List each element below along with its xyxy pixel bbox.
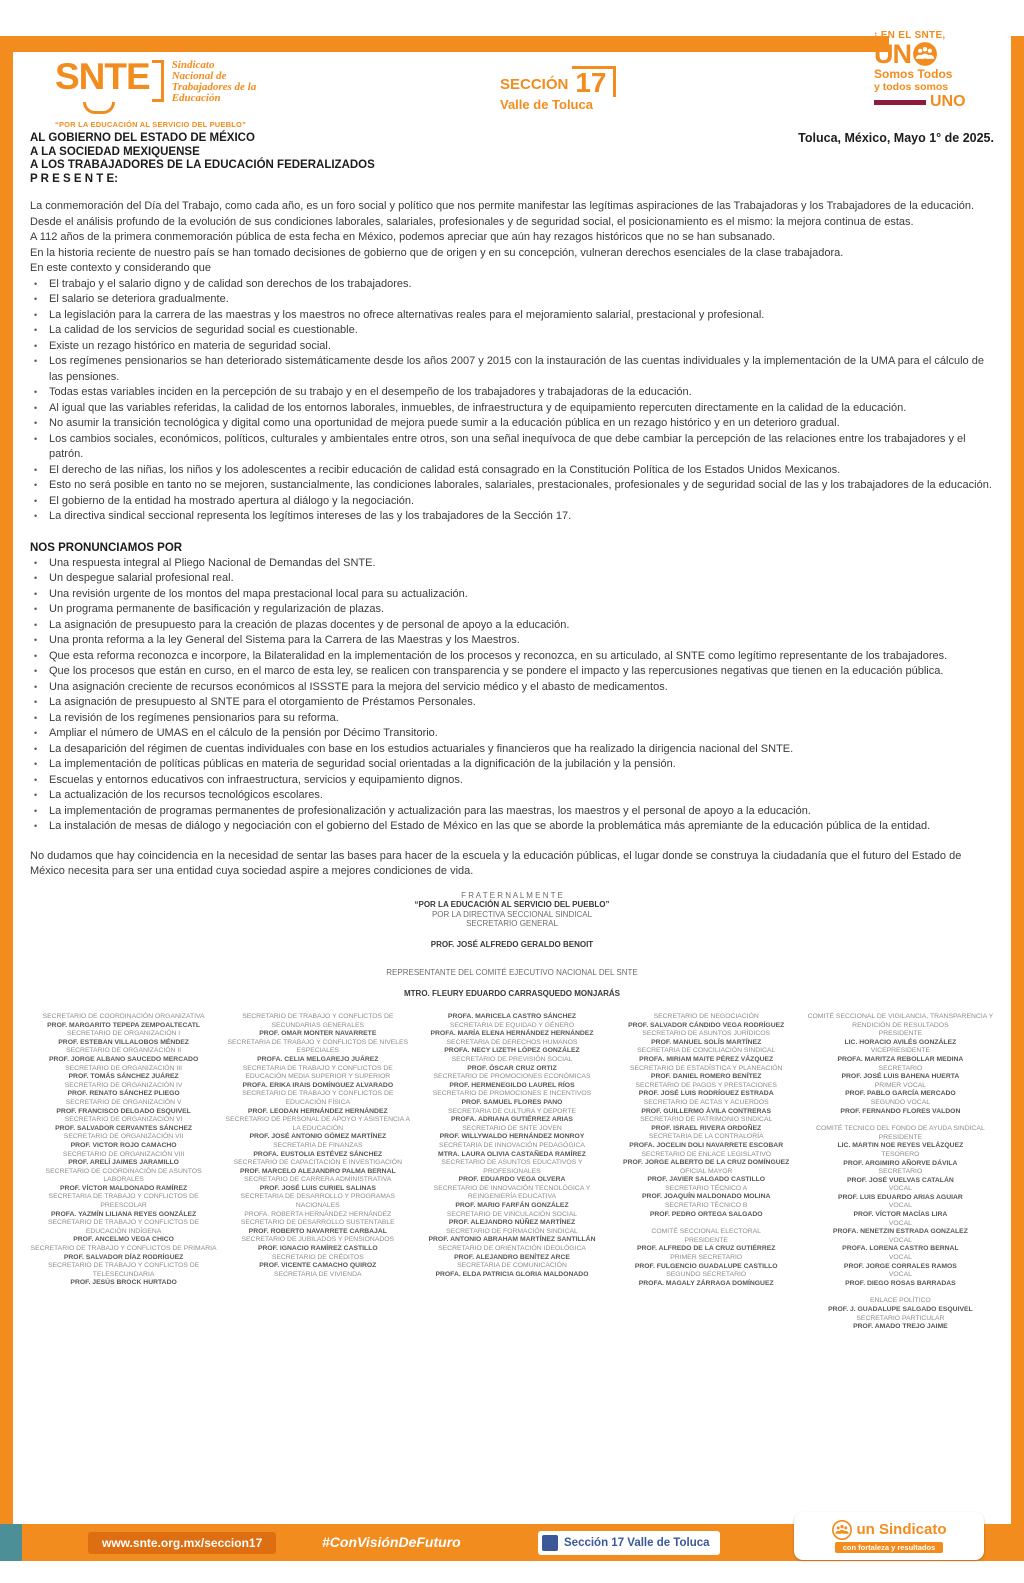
representative-name: MTRO. FLEURY EDUARDO CARRASQUEDO MONJARÁS (403, 988, 620, 998)
member-role: ENLACE POLÍTICO (869, 1297, 931, 1305)
left-border-bar (0, 36, 13, 1561)
uno-maroon-bar (874, 100, 926, 105)
secretary-general-name: PROF. JOSÉ ALFREDO GERALDO BENOIT (430, 939, 594, 949)
bullet-item: • Al igual que las variables referidas, la calidad de los entornos laborales, inmuebles, de infraestructura y de equipamiento repercuten directamente en la calidad de la educación. (30, 401, 994, 417)
member-name: PROF. JORGE CORRALES RAMOS (843, 1262, 957, 1270)
member-role: PROFA. ROBERTA HERNÁNDEZ HERNÁNDEZ (244, 1210, 392, 1218)
uno-tagline: ¡ EN EL SNTE, (874, 30, 946, 41)
bullet-item: • La calidad de los servicios de seguridad social es cuestionable. (30, 323, 994, 339)
bullet-item: • La asignación de presupuesto para la creación de plazas docentes y de personal de apoyo a la educación. (30, 618, 994, 634)
member-role: PRESIDENTE (878, 1030, 923, 1038)
uno-y-todos-somos: y todos somos (874, 81, 949, 93)
bullet-item: • No asumir la transición tecnológica y digital como una oportunidad de mejora puede sumir a la educación pública en un rezago histórico y en un deterioro gradual. (30, 416, 994, 432)
member-name: PROFA. JOCELIN DOLI NAVARRETE ESCOBAR (629, 1141, 784, 1149)
member-role: SECRETARIO DE PREVISIÓN SOCIAL (451, 1055, 573, 1063)
bullet-item: • Una pronta reforma a la ley General del Sistema para la Carrera de las Maestras y los Maestros. (30, 633, 994, 649)
member-name: PROF. FULGENCIO GUADALUPE CASTILLO (634, 1262, 778, 1270)
badge-title: un Sindicato (856, 1521, 947, 1538)
bullet-item: • Todas estas variables inciden en la percepción de su trabajo y en el desempeño de los trabajadores y trabajadoras de la educación. (30, 385, 994, 401)
member-role: SECRETARIO DE DESARROLLO SUSTENTABLE (240, 1219, 395, 1227)
member-name: PROF. DIEGO ROSAS BARRADAS (845, 1279, 956, 1287)
section17-logo (500, 66, 616, 112)
bullet-item: • Una revisión urgente de los montos del mapa prestacional local para su actualización. (30, 587, 994, 603)
top-border-bar (13, 36, 889, 52)
member-name: PROF. PEDRO ORTEGA SALGADO (649, 1210, 763, 1218)
snte-bracket-icon (152, 60, 164, 102)
member-role: SECRETARIO DE CRÉDITOS (271, 1253, 364, 1261)
member-role: PRESIDENTE (878, 1133, 923, 1141)
signature-motto: “POR LA EDUCACIÓN AL SERVICIO DEL PUEBLO” (414, 900, 610, 909)
member-name: PROF. ANTONIO ABRAHAM MARTÍNEZ SANTILLÁN (428, 1236, 596, 1244)
bullet-item: • El derecho de las niñas, los niños y los adolescentes a recibir educación de calidad está consagrado en la Constitución Política de los Estados Unidos Mexicanos. (30, 463, 994, 479)
bullet-item: • La asignación de presupuesto al SNTE para el otorgamiento de Préstamos Personales. (30, 695, 994, 711)
member-role: SECRETARIA DE CULTURA Y DEPORTE (448, 1107, 576, 1115)
bullet-item: • La desaparición del régimen de cuentas individuales con base en los estudios actuariales y financieros que ha realizado la dirigencia nacional del SNTE. (30, 742, 994, 758)
member-role: PRIMER SECRETARIO (670, 1254, 743, 1262)
snte-logo (55, 56, 257, 129)
member-name: PROF. JAVIER SALGADO CASTILLO (647, 1176, 766, 1184)
bullet-item: • La implementación de políticas públicas en materia de seguridad social orientadas a la dignificación de la jubilación y la pensión. (30, 757, 994, 773)
footer-bar (0, 1521, 1024, 1561)
member-name: PROFA. ADRIANA GUTIÉRREZ ARIAS (451, 1116, 573, 1124)
member-role: SECRETARIA DE INNOVACIÓN PEDAGÓGICA (439, 1141, 585, 1149)
right-border-bar (1011, 36, 1024, 1561)
facebook-link[interactable] (538, 1531, 720, 1555)
website-link[interactable]: www.snte.org.mx/seccion17 (88, 1532, 276, 1554)
member-name: PROF. SALVADOR CERVANTES SÁNCHEZ (55, 1124, 193, 1132)
bullet-item: • La revisión de los regímenes pensionarios para su reforma. (30, 711, 994, 727)
member-role: SECRETARIO DE FORMACIÓN SINDICAL (446, 1227, 578, 1235)
member-role: SEGUNDO SECRETARIO (666, 1271, 747, 1279)
member-name: PROF. MARGARITO TEPEPA ZEMPOALTECATL (47, 1021, 201, 1029)
member-name: LIC. HORACIO AVILÉS GONZÁLEZ (844, 1038, 957, 1046)
member-role: SECRETARIO DE INNOVACIÓN TECNOLÓGICA Y REINGENIERÍA EDUCATIVA (433, 1184, 591, 1201)
member-role: SECRETARIO DE ORGANIZACIÓN VIII (62, 1150, 185, 1158)
member-role: VOCAL (888, 1202, 912, 1210)
member-name: PROF. LUIS EDUARDO ARIAS AGUIAR (837, 1193, 963, 1201)
bullet-item: • Que esta reforma reconozca e incorpore, la Bilateralidad en la implementación de los procesos y reconozca, en su articulado, al SNTE como legítimo representante de los trabajadores. (30, 649, 994, 665)
member-role: TESORERO (881, 1150, 920, 1158)
member-name: PROF. ALEJANDRO NÚÑEZ MARTÍNEZ (448, 1219, 576, 1227)
member-role: SECRETARIO DE ORGANIZACIÓN III (65, 1064, 183, 1072)
member-role: SECRETARIA DE CONCILIACIÓN SINDICAL (637, 1047, 776, 1055)
badge-subtitle: con fortaleza y resultados (835, 1542, 944, 1553)
directory-spacer (613, 1219, 800, 1228)
member-role: SECRETARIO DE PROMOCIONES ECONÓMICAS (433, 1073, 591, 1081)
bullet-item: • Que los procesos que están en curso, en el marco de esta ley, se realicen con transparencia y se pondere el impacto y las repercusiones negativas que tienen en la educación pública. (30, 664, 994, 680)
member-name: PROF. JORGE ALBANO SAUCEDO MERCADO (48, 1055, 199, 1063)
bullet-item: • Los regímenes pensionarios se han deteriorado sistemáticamente desde los años 2007 y 2015 con la instauración de las cuentas individuales y la implementación de la UMA para el cálculo de las pensiones. (30, 354, 994, 385)
hashtag-text: #ConVisiónDeFuturo (322, 1534, 461, 1550)
bullet-item: • El gobierno de la entidad ha mostrado apertura al diálogo y la negociación. (30, 494, 994, 510)
member-role: OFICIAL MAYOR (679, 1167, 733, 1175)
member-name: PROF. JOSÉ LUIS RODRÍGUEZ ESTRADA (638, 1090, 774, 1098)
member-role: SECRETARIA DE EQUIDAD Y GÉNERO (449, 1021, 575, 1029)
member-role: VOCAL (888, 1219, 912, 1227)
member-role: SECRETARIO DE ORGANIZACIÓN VII (63, 1133, 184, 1141)
bullet-item: • El salario se deteriora gradualmente. (30, 292, 994, 308)
member-role: SECRETARIO PARTICULAR (856, 1314, 945, 1322)
member-name: PROF. RENATO SÁNCHEZ PLIEGO (67, 1090, 180, 1098)
pronouncements-list (30, 556, 994, 835)
member-name: PROF. ANCELMO VEGA CHICO (73, 1236, 174, 1244)
member-name: PROF. ESTEBAN VILLALOBOS MÉNDEZ (58, 1038, 189, 1046)
member-name: PROF. JORGE ALBERTO DE LA CRUZ DOMÍNGUEZ (623, 1159, 790, 1167)
member-name: PROF. AMADO TREJO JAIME (853, 1323, 948, 1331)
member-role: SECRETARIO DE JUBILADOS Y PENSIONADOS (241, 1236, 395, 1244)
member-name: PROF. JOAQUÍN MALDONADO MOLINA (642, 1193, 771, 1201)
facebook-page-name: Sección 17 Valle de Toluca (564, 1537, 710, 1549)
bullet-item: • Un programa permanente de basificación y regularización de plazas. (30, 602, 994, 618)
member-role: SECRETARIA DE LA CONTRALORÍA (648, 1133, 764, 1141)
signature-role-representative: REPRESENTANTE DEL COMITÉ EJECUTIVO NACIONAL DEL SNTE (386, 968, 638, 977)
member-role: SECRETARIO (878, 1064, 923, 1072)
member-name: PROFA. YAZMÍN LILIANA REYES GONZÁLEZ (51, 1210, 197, 1218)
member-name: PROF. ARELÍ JAIMES JARAMILLO (68, 1159, 179, 1167)
pronouncements-title: NOS PRONUNCIAMOS POR (30, 541, 183, 554)
member-name: PROF. SALVADOR DÍAZ RODRÍGUEZ (63, 1253, 184, 1261)
people-circle-icon (912, 41, 938, 67)
uno-big-text: UN (874, 39, 911, 69)
member-name: PROFA. MIRIAM MAITE PÉREZ VÁZQUEZ (639, 1055, 774, 1063)
member-role: SECRETARIA DE COMUNICACIÓN (457, 1262, 567, 1270)
signature-block (30, 891, 994, 999)
directory-spacer (807, 1116, 994, 1125)
member-role: VICEPRESIDENTE (870, 1047, 931, 1055)
addressee-block (30, 132, 994, 186)
member-name: PROF. HERMENEGILDO LAUREL RÍOS (449, 1081, 575, 1089)
union-badge (794, 1512, 984, 1560)
member-role: SECRETARIO DE PROMOCIONES E INCENTIVOS (432, 1090, 592, 1098)
member-role: SECRETARIA DE TRABAJO Y CONFLICTOS DE EDUCACIÓN MEDIA SUPERIOR Y SUPERIOR (242, 1064, 393, 1081)
member-role: SECRETARIO DE ASUNTOS JURÍDICOS (642, 1030, 771, 1038)
addressee-line: A LOS TRABAJADORES DE LA EDUCACIÓN FEDERALIZADOS (30, 159, 375, 171)
member-name: PROF. IGNACIO RAMÍREZ CASTILLO (257, 1245, 378, 1253)
member-name: PROFA. MARITZA REBOLLAR MEDINA (837, 1055, 964, 1063)
member-name: PROF. SAMUEL FLORES PANO (461, 1098, 563, 1106)
paragraph: En este contexto y considerando que (30, 262, 212, 274)
member-role: SECRETARIO DE ENLACE LEGISLATIVO (641, 1150, 772, 1158)
member-name: PROFA. ERIKA IRAIS DOMÍNGUEZ ALVARADO (242, 1081, 394, 1089)
directory-column (224, 1013, 411, 1332)
directory-column (807, 1013, 994, 1332)
directory-column (613, 1013, 800, 1332)
member-role: SECRETARIO DE CAPACITACIÓN E INVESTIGACIÓN (233, 1159, 402, 1167)
people-circle-icon (832, 1520, 852, 1540)
letter-body (30, 132, 994, 1332)
signature-role-general: SECRETARIO GENERAL (466, 919, 558, 928)
member-name: PROFA. NENETZIN ESTRADA GONZALEZ (832, 1228, 968, 1236)
member-role: VOCAL (888, 1254, 912, 1262)
member-role: PRESIDENTE (684, 1236, 728, 1244)
bullet-item: • El trabajo y el salario digno y de calidad son derechos de los trabajadores. (30, 277, 994, 293)
member-role: SECRETARIA DE VIVIENDA (274, 1270, 362, 1278)
member-name: PROF. MANUEL SOLÍS MARTÍNEZ (651, 1038, 762, 1046)
member-role: SECRETARIO DE COORDINACIÓN ORGANIZATIVA (42, 1013, 205, 1020)
member-role: SECRETARIO DE TRABAJO Y CONFLICTOS DE SECUNDARIAS GENERALES (242, 1013, 394, 1029)
member-role: SECRETARIA DE TRABAJO Y CONFLICTOS DE NIVELES ESPECIALES (227, 1038, 409, 1055)
member-name: PROF. SALVADOR CÁNDIDO VEGA RODRÍGUEZ (628, 1021, 785, 1029)
snte-slogan: “POR LA EDUCACIÓN AL SERVICIO DEL PUEBLO” (55, 120, 246, 129)
member-name: PROF. JOSÉ LUIS BAHENA HUERTA (841, 1073, 960, 1081)
paragraph: La conmemoración del Día del Trabajo, como cada año, es un foro social y político que nos permite manifestar las legítimas aspiraciones de las Trabajadoras y los Trabajadores de la educación. (30, 200, 975, 212)
member-role: SECRETARIO DE ORGANIZACIÓN V (65, 1098, 182, 1106)
section-number: 17 (572, 66, 615, 97)
member-name: PROF. FERNANDO FLORES VALDON (840, 1107, 961, 1115)
member-role: SECRETARIO TÉCNICO B (664, 1202, 748, 1210)
member-name: PROF. ALFREDO DE LA CRUZ GUTIÉRREZ (636, 1245, 776, 1253)
committee-directory (30, 1013, 994, 1332)
section-word: SECCIÓN (500, 76, 569, 93)
member-name: PROF. ROBERTO NAVARRETE CARBAJAL (248, 1227, 387, 1235)
member-name: PROFA. NECY LIZETH LÓPEZ GONZÁLEZ (444, 1047, 580, 1055)
member-role: SECRETARIO DE ESTADÍSTICA Y PLANEACIÓN (629, 1064, 783, 1072)
member-name: PROFA. CELIA MELGAREJO JUÁREZ (257, 1055, 379, 1063)
member-name: LIC. MARTIN NOE REYES VELÁZQUEZ (837, 1142, 964, 1150)
member-role: SECRETARIA DE FINANZAS (273, 1141, 363, 1149)
member-name: PROF. ALEJANDRO BENÍTEZ ARCE (454, 1253, 570, 1261)
bullet-item: • Los cambios sociales, económicos, políticos, culturales y ambientales entre otros, son una señal inequívoca de que debe cambiar la percepción de las relaciones entre los trabajadores y el patrón. (30, 432, 994, 463)
member-role: SECRETARIO DE ORIENTACIÓN IDEOLÓGICA (438, 1245, 586, 1253)
bullet-item: • Un despegue salarial profesional real. (30, 571, 994, 587)
member-name: PROFA. LORENA CASTRO BERNAL (842, 1245, 959, 1253)
member-role: SECRETARIO DE SNTE JOVEN (462, 1124, 562, 1132)
member-role: PRIMER VOCAL (874, 1081, 927, 1089)
member-role: SECRETARIO DE ORGANIZACIÓN VI (64, 1116, 183, 1124)
member-role: SECRETARIO (878, 1168, 923, 1176)
section-region: Valle de Toluca (500, 97, 593, 112)
member-name: PROF. MARIO FARFÁN GONZÁLEZ (455, 1202, 569, 1210)
member-name: PROFA. EUSTOLIA ESTÉVEZ SÁNCHEZ (253, 1150, 383, 1158)
bullet-item: • La instalación de mesas de diálogo y negociación con el gobierno del Estado de México en las que se aborde la problemática más apremiante de la educación pública de la entidad. (30, 819, 994, 835)
member-name: PROF. JOSÉ VUELVAS CATALÁN (847, 1176, 954, 1184)
member-name: PROF. WILLYWALDO HERNÁNDEZ MONROY (439, 1133, 585, 1141)
directory-column (418, 1013, 605, 1332)
member-name: PROF. OMAR MONTER NAVARRETE (259, 1030, 377, 1038)
facebook-icon: f (542, 1535, 558, 1551)
paragraph: En la historia reciente de nuestro país se han tomado decisiones de gobierno que de origen y en su concepción, vulneran derechos esenciales de la clase trabajadora. (30, 246, 844, 259)
member-name: PROF. VÍCTOR MACÍAS LIRA (853, 1211, 948, 1219)
member-name: PROFA. MARICELA CASTRO SÁNCHEZ (447, 1013, 577, 1020)
member-name: PROFA. ELDA PATRICIA GLORIA MALDONADO (435, 1270, 589, 1278)
header (30, 30, 994, 129)
member-name: PROF. VICENTE CAMACHO QUIROZ (259, 1262, 377, 1270)
addressee-line: A LA SOCIEDAD MEXIQUENSE (30, 145, 200, 158)
snte-acronym: SNTE (55, 56, 150, 97)
member-name: PROF. DANIEL ROMERO BENÍTEZ (650, 1073, 762, 1081)
member-name: PROF. MARCELO ALEJANDRO PALMA BERNAL (239, 1167, 396, 1175)
member-role: SECRETARIO DE PATRIMONIO SINDICAL (640, 1116, 773, 1124)
member-name: PROF. FRANCISCO DELGADO ESQUIVEL (56, 1107, 191, 1115)
member-role: SECRETARIO TÉCNICO A (665, 1184, 748, 1192)
member-role: VOCAL (888, 1271, 912, 1279)
addressee-line: AL GOBIERNO DEL ESTADO DE MÉXICO (30, 132, 255, 144)
member-name: PROF. VÍCTOR MALDONADO RAMÍREZ (60, 1184, 188, 1192)
member-name: PROF. VICTOR ROJO CAMACHO (70, 1141, 177, 1149)
document-date: Toluca, México, Mayo 1° de 2025. (798, 131, 994, 145)
snte-underline-icon (83, 102, 115, 114)
member-name: PROFA. MARÍA ELENA HERNÁNDEZ HERNÁNDEZ (430, 1030, 594, 1038)
member-role: SECRETARIO DE TRABAJO Y CONFLICTOS DE TELESECUNDARIA (47, 1262, 200, 1278)
snte-full-name: Sindicato Nacional de Trabajadores de la Educación (171, 59, 257, 104)
bullet-item: • La legislación para la carrera de las maestras y los maestros no ofrece alternativas reales para el mejoramiento salarial, prestacional y profesional. (30, 308, 994, 324)
directory-column (30, 1013, 217, 1332)
member-name: PROF. JESÚS BROCK HURTADO (70, 1279, 177, 1287)
bullet-item: • Una respuesta integral al Pliego Nacional de Demandas del SNTE. (30, 556, 994, 572)
member-name: PROFA. MAGALY ZÁRRAGA DOMÍNGUEZ (638, 1279, 774, 1287)
signature-by-line: POR LA DIRECTIVA SECCIONAL SINDICAL (431, 909, 593, 919)
considerations-list (30, 277, 994, 525)
member-name: PROF. PABLO GARCÍA MERCADO (845, 1090, 956, 1098)
member-role: SECRETARIA DE DESARROLLO Y PROGRAMAS NACIONALES (240, 1193, 396, 1210)
member-role: SECRETARIA DE TRABAJO Y CONFLICTOS DE PREESCOLAR (48, 1193, 199, 1210)
member-name: PROF. TOMÁS SÁNCHEZ JUÁREZ (68, 1073, 179, 1081)
uno-somos-todos: Somos Todos (874, 67, 953, 81)
member-role: SECRETARIO DE NEGOCIACIÓN (653, 1013, 759, 1020)
member-role: SECRETARIO DE TRABAJO Y CONFLICTOS DE EDUCACIÓN FÍSICA (242, 1090, 394, 1106)
member-name: PROF. GUILLERMO ÁVILA CONTRERAS (641, 1107, 772, 1115)
member-role: SECRETARIO DE TRABAJO Y CONFLICTOS DE PRIMARIA (30, 1245, 217, 1253)
member-role: SECRETARIO DE CARRERA ADMINISTRATIVA (244, 1176, 392, 1184)
member-role: VOCAL (888, 1185, 912, 1193)
member-role: SECRETARIO DE PAGOS Y PRESTACIONES (635, 1081, 777, 1089)
member-name: PROF. EDUARDO VEGA OLVERA (458, 1176, 566, 1184)
paragraph: Desde el análisis profundo de la evolución de sus condiciones laborales, salariales, profesionales y de seguridad social, el posicionamiento es el mismo: la mejora continua de estas. (30, 215, 914, 228)
bullet-item: • La actualización de los recursos tecnológicos escolares. (30, 788, 994, 804)
paragraph: A 112 años de la primera conmemoración pública de esta fecha en México, podemos apreciar que aún hay rezagos históricos que no se han subsanado. (30, 231, 776, 243)
member-role: SECRETARIO DE PERSONAL DE APOYO Y ASISTENCIA A LA EDUCACIÓN (225, 1116, 411, 1132)
bullet-item: • La implementación de programas permanentes de profesionalización y actualización para las maestras, los maestros y el personal de apoyo a la educación. (30, 804, 994, 820)
uno-logo (874, 30, 989, 111)
bullet-item: • Esto no será posible en tanto no se mejoren, sustancialmente, las condiciones laborales, salariales, prestacionales, profesionales y de seguridad social de las y los trabajadores de la educación. (30, 478, 994, 494)
addressee-line: P R E S E N T E: (30, 172, 118, 185)
member-role: SECRETARIO DE ORGANIZACIÓN II (66, 1047, 182, 1055)
member-name: PROF. JOSÉ LUIS CURIEL SALINAS (259, 1184, 376, 1192)
bullet-item: • La directiva sindical seccional representa los legítimos intereses de las y los trabajadores de la Sección 17. (30, 509, 994, 525)
member-role: COMITÉ SECCIONAL DE VIGILANCIA, TRANSPARENCIA Y RENDICIÓN DE RESULTADOS (807, 1013, 994, 1029)
bullet-item: • Existe un rezago histórico en materia de seguridad social. (30, 339, 994, 355)
member-role: SECRETARIO DE ORGANIZACIÓN I (67, 1030, 181, 1038)
intro-paragraphs (30, 199, 994, 277)
member-role: SECRETARIO DE COORDINACIÓN DE ASUNTOS LABORALES (45, 1167, 202, 1184)
member-role: SECRETARIO DE ORGANIZACIÓN IV (64, 1081, 183, 1089)
member-role: SECRETARIO DE TRABAJO Y CONFLICTOS DE EDUCACIÓN INDÍGENA (47, 1219, 200, 1235)
closing-paragraph: No dudamos que hay coincidencia en la necesidad de sentar las bases para hacer de la escuela y la educación públicas, el lugar donde se construya la ciudadanía que el futuro del Estado de México necesita para ser una entidad cuya sociedad aspire a mejores condiciones de vida. (30, 849, 962, 877)
member-role: VOCAL (888, 1236, 912, 1244)
member-role: SEGUNDO VOCAL (870, 1098, 931, 1106)
member-role: COMITÉ SECCIONAL ELECTORAL (651, 1228, 761, 1236)
member-name: PROF. ISRAEL RIVERA ORDOÑEZ (651, 1124, 762, 1132)
bullet-item: • Ampliar el número de UMAS en el cálculo de la pensión por Décimo Transitorio. (30, 726, 994, 742)
member-role: SECRETARIO DE ACTAS Y ACUERDOS (643, 1098, 769, 1106)
member-name: PROF. LEODAN HERNÁNDEZ HERNÁNDEZ (247, 1107, 388, 1115)
member-role: SECRETARIA DE DERECHOS HUMANOS (446, 1038, 578, 1046)
member-name: PROF. JOSÉ ANTONIO GÓMEZ MARTÍNEZ (249, 1133, 387, 1141)
member-name: PROF. ÓSCAR CRUZ ORTIZ (467, 1064, 557, 1072)
footer-accent-square (0, 1524, 22, 1561)
member-role: SECRETARIO DE VINCULACIÓN SOCIAL (446, 1210, 578, 1218)
bullet-item: • Escuelas y entornos educativos con infraestructura, servicios y equipamiento dignos. (30, 773, 994, 789)
member-name: MTRA. LAURA OLIVIA CASTAÑEDA RAMÍREZ (438, 1150, 586, 1158)
member-name: PROF. J. GUADALUPE SALGADO ESQUIVEL (828, 1306, 973, 1313)
member-role: COMITÉ TECNICO DEL FONDO DE AYUDA SINDICAL (816, 1125, 985, 1133)
uno-bottom-text: UNO (930, 93, 966, 110)
bullet-item: • Una asignación creciente de recursos económicos al ISSSTE para la mejora del servicio médico y el abasto de medicamentos. (30, 680, 994, 696)
member-name: PROF. ARGIMIRO AÑORVE DÁVILA (843, 1159, 958, 1167)
member-role: SECRETARIO DE ASUNTOS EDUCATIVOS Y PROFESIONALES (441, 1159, 583, 1175)
signature-salutation: F R A T E R N A L M E N T E (461, 890, 563, 900)
